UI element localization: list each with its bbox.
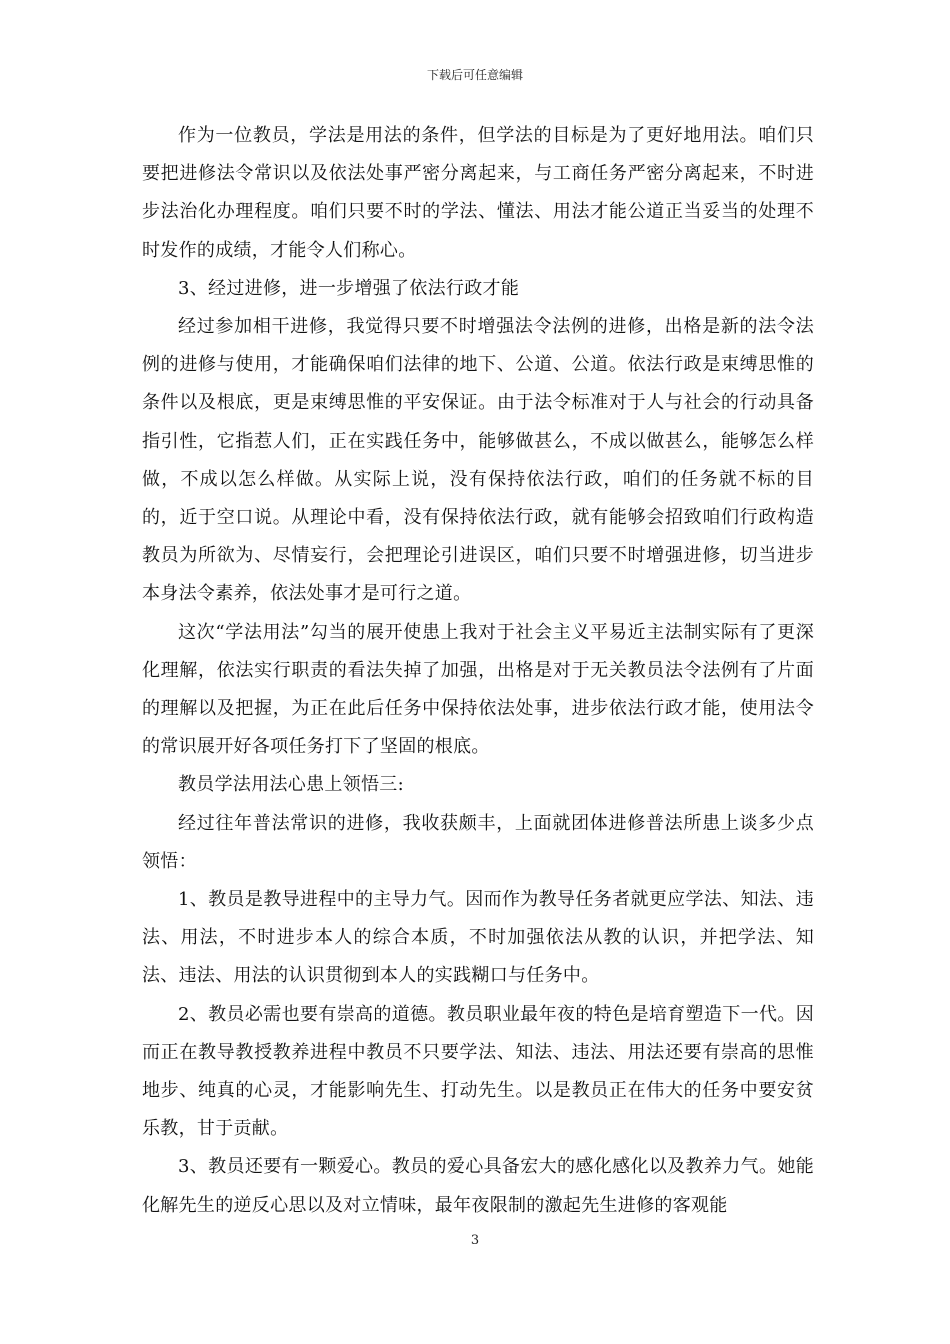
paragraph: 3、教员还要有一颗爱心。教员的爱心具备宏大的感化感化以及教养力气。她能化解先生的逆反心思以及对立情味，最年夜限制的激起先生进修的客观能 [142,1156,814,1216]
page-header: 下载后可任意编辑 [426,68,523,82]
page-number: 3 [470,1233,480,1248]
paragraph: 这次“学法用法”勾当的展开使患上我对于社会主义平易近主法制实际有了更深化理解，依法实行职责的看法失掉了加强，出格是对于无关教员法令法例有了片面的理解以及把握，为正在此后任务中保持依法处事，进步依法行政才能，使用法令的常识展开好各项任务打下了坚固的根底。 [142,621,814,758]
section-heading: 3、经过进修，进一步增强了依法行政才能 [178,277,520,299]
paragraph: 经过往年普法常识的进修，我收获颇丰，上面就团体进修普法所患上谈多少点领悟： [142,812,814,872]
document-body [142,117,814,1225]
paragraph: 1、教员是教导进程中的主导力气。因而作为教导任务者就更应学法、知法、违法、用法，不时进步本人的综合本质，不时加强依法从教的认识，并把学法、知法、违法、用法的认识贯彻到本人的实践糊口与任务中。 [142,889,814,987]
paragraph: 作为一位教员，学法是用法的条件，但学法的目标是为了更好地用法。咱们只要把进修法令常识以及依法处事严密分离起来，与工商任务严密分离起来，不时进步法治化办理程度。咱们只要不时的学法、懂法、用法才能公道正当妥当的处理不时发作的成绩，才能令人们称心。 [142,125,814,261]
paragraph: 2、教员必需也要有崇高的道德。教员职业最年夜的特色是培育塑造下一代。因而正在教导教授教养进程中教员不只要学法、知法、违法、用法还要有崇高的思惟地步、纯真的心灵，才能影响先生、打动先生。以是教员正在伟大的任务中要安贫乐教，甘于贡献。 [142,1003,814,1140]
paragraph: 经过参加相干进修，我觉得只要不时增强法令法例的进修，出格是新的法令法例的进修与使用，才能确保咱们法律的地下、公道、公道。依法行政是束缚思惟的条件以及根底，更是束缚思惟的平安保证。由于法令标准对于人与社会的行动具备指引性，它指惹人们，正在实践任务中，能够做甚么，不成以做甚么，能够怎么样做，不成以怎么样做。从实际上说，没有保持依法行政，咱们的任务就不标的目的，近于空口说。从理论中看，没有保持依法行政，就有能够会招致咱们行政构造教员为所欲为、尽情妄行，会把理论引进误区，咱们只要不时增强进修，切当进步本身法令素养，依法处事才是可行之道。 [142,316,814,605]
section-heading: 教员学法用法心患上领悟三: [178,774,404,796]
